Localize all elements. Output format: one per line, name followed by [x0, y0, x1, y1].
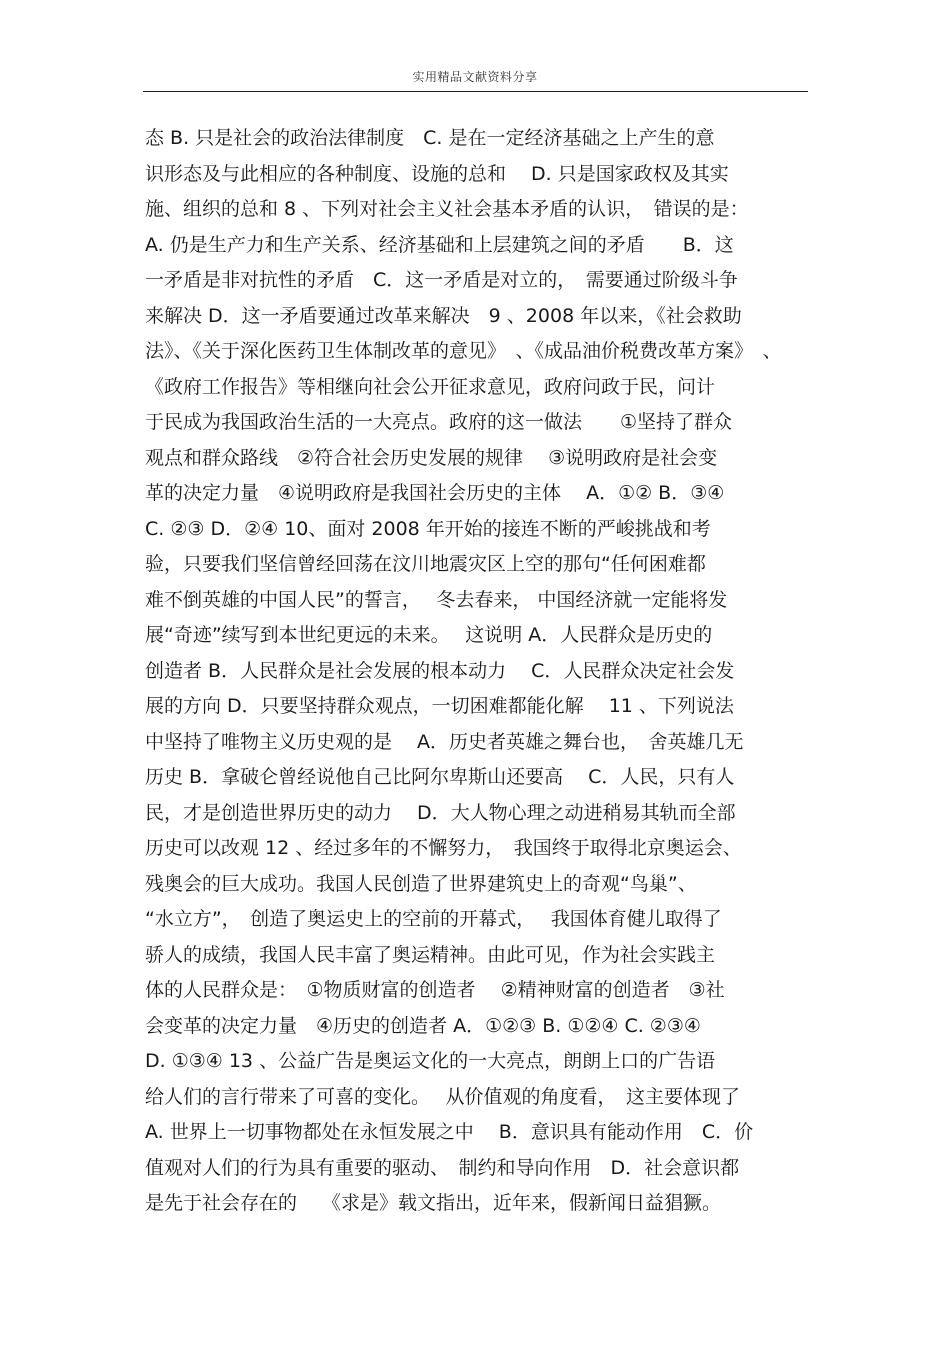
- text-line: 骄人的成绩，我国人民丰富了奥运精神。由此可见，作为社会实践主: [145, 943, 716, 966]
- text-line: 法》、《关于深化医药卫生体制改革的意见》 、《成品油价税费改革方案》 、: [145, 340, 782, 362]
- text-line: 验，只要我们坚信曾经回荡在汶川地震灾区上空的那句“任何困难都: [145, 553, 706, 575]
- text-line: 展的方向 D．只要坚持群众观点，一切困难都能化解 11 、下列说法: [145, 695, 734, 717]
- text-line: 中坚持了唯物主义历史观的是 A．历史者英雄之舞台也， 舍英雄几无: [145, 730, 744, 753]
- text-line: 难不倒英雄的中国人民”的誓言， 冬去春来， 中国经济就一定能将发: [145, 588, 728, 611]
- text-line: 观点和群众路线 ②符合社会历史发展的规律 ③说明政府是社会变: [145, 446, 718, 469]
- text-line: 展“奇迹”续写到本世纪更远的未来。 这说明 A．人民群众是历史的: [145, 624, 713, 646]
- text-line: 革的决定力量 ④说明政府是我国社会历史的主体 A．①② B．③④: [145, 482, 725, 504]
- text-line: 残奥会的巨大成功。我国人民创造了世界建筑史上的奇观“鸟巢”、: [145, 872, 697, 895]
- text-line: 历史 B．拿破仑曾经说他自己比阿尔卑斯山还要高 C．人民，只有人: [145, 766, 735, 788]
- text-line: 识形态及与此相应的各种制度、设施的总和 D. 只是国家政权及其实: [145, 162, 729, 185]
- text-line: 历史可以改观 12 、经过多年的不懈努力， 我国终于取得北京奥运会、: [145, 837, 742, 859]
- text-line: A. 仍是生产力和生产关系、经济基础和上层建筑之间的矛盾 B．这: [145, 233, 734, 256]
- text-line: 于民成为我国政治生活的一大亮点。政府的这一做法 ①坚持了群众: [145, 411, 733, 433]
- text-line: 态 B. 只是社会的政治法律制度 C. 是在一定经济基础之上产生的意: [145, 127, 715, 149]
- text-line: 体的人民群众是： ①物质财富的创造者 ②精神财富的创造者 ③社: [145, 979, 725, 1001]
- text-line: 给人们的言行带来了可喜的变化。 从价值观的角度看， 这主要体现了: [145, 1085, 741, 1108]
- text-line: “水立方”， 创造了奥运史上的空前的开幕式， 我国体育健儿取得了: [145, 908, 722, 930]
- document-body: [145, 121, 810, 1222]
- text-line: 施、组织的总和 8 、下列对社会主义社会基本矛盾的认识， 错误的是：: [145, 198, 749, 220]
- text-line: 会变革的决定力量 ④历史的创造者 A．①②③ B. ①②④ C. ②③④: [145, 1014, 701, 1037]
- text-line: 是先于社会存在的 《求是》载文指出，近年来，假新闻日益猖獗。: [145, 1192, 722, 1214]
- text-line: 来解决 D．这一矛盾要通过改革来解决 9 、2008 年以来，《社会救助: [145, 304, 742, 327]
- header-divider: [143, 91, 808, 92]
- text-line: A. 世界上一切事物都处在永恒发展之中 B．意识具有能动作用 C．价: [145, 1121, 754, 1143]
- text-line: C. ②③ D．②④ 10、面对 2008 年开始的接连不断的严峻挑战和考: [145, 517, 711, 540]
- text-line: 创造者 B．人民群众是社会发展的根本动力 C．人民群众决定社会发: [145, 659, 735, 682]
- text-line: 值观对人们的行为具有重要的驱动、 制约和导向作用 D．社会意识都: [145, 1156, 740, 1179]
- text-line: 一矛盾是非对抗性的矛盾 C．这一矛盾是对立的， 需要通过阶级斗争: [145, 269, 738, 291]
- text-line: 民，才是创造世界历史的动力 D．大人物心理之动进稍易其轨而全部: [145, 801, 736, 824]
- text-line: D. ①③④ 13 、公益广告是奥运文化的一大亮点，朗朗上口的广告语: [145, 1050, 716, 1072]
- text-line: 《政府工作报告》等相继向社会公开征求意见，政府问政于民，问计: [145, 375, 716, 398]
- page-header: 实用精品文献资料分享: [412, 70, 538, 84]
